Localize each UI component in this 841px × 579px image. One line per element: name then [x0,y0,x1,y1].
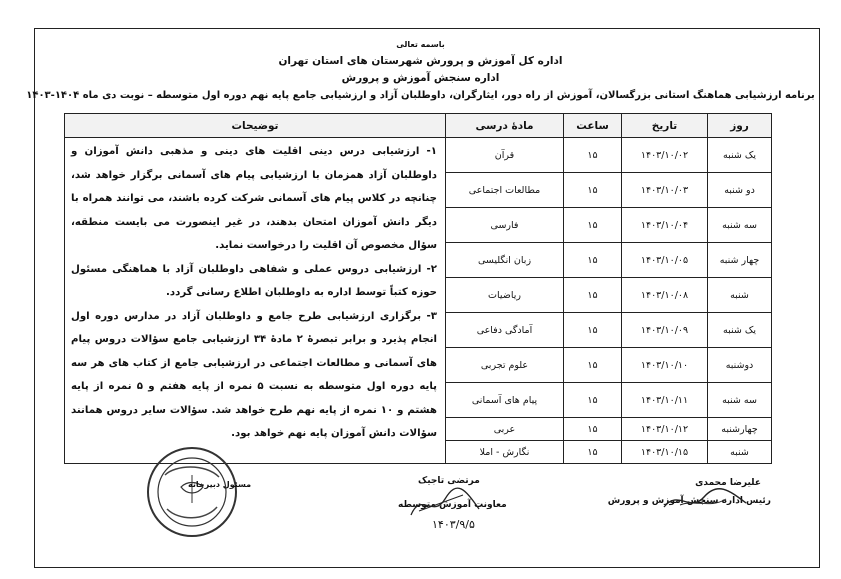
row-subject: پیام های آسمانی [446,383,564,418]
row-day: دوشنبه [708,348,772,383]
row-time: ۱۵ [564,418,622,441]
row-time: ۱۵ [564,441,622,464]
row-time: ۱۵ [564,278,622,313]
col-header-day: روز [708,114,772,138]
signature-middle-scribble [405,485,485,525]
row-day: سه شنبه [708,383,772,418]
row-subject: علوم تجربی [446,348,564,383]
row-time: ۱۵ [564,138,622,173]
row-date: ۱۴۰۳/۱۰/۰۳ [622,173,708,208]
col-header-time: ساعت [564,114,622,138]
row-subject: ریاضیات [446,278,564,313]
row-time: ۱۵ [564,348,622,383]
notes-cell [65,138,446,464]
row-date: ۱۴۰۳/۱۰/۰۲ [622,138,708,173]
row-date: ۱۴۰۳/۱۰/۰۹ [622,313,708,348]
note-1: ۱- ارزشیابی درس دینی اقلیت های دینی و مذهبی دانش آموزان و داوطلبان آزاد همزمان با ارزشیابی پیام های آسمانی برگزار خواهد شد، چنانچه در کلاس پیام های آسمانی شرکت کرده باشند، می توانند همراه با دیگر دانش آموزان امتحان بدهند، در غیر اینصورت می بایست منطقه، سؤال مخصوص آن اقلیت را درخواست نماید. [71,146,437,251]
basmala: باسمه تعالی [396,40,445,49]
signer-middle-name: مرتضی تاجیک [418,476,480,486]
signer-right-title: رئیس اداره سنجش آموزش و پرورش [607,496,771,506]
row-date: ۱۴۰۳/۱۰/۱۱ [622,383,708,418]
row-day: یک شنبه [708,138,772,173]
col-header-subject: مادهٔ درسی [446,114,564,138]
dept-title: اداره سنجش آموزش و پرورش [341,72,500,84]
row-time: ۱۵ [564,173,622,208]
signer-right-name: علیرضا محمدی [695,478,761,488]
org-title: اداره کل آموزش و پرورش شهرستان های استان تهران [278,55,563,67]
row-date: ۱۴۰۳/۱۰/۰۸ [622,278,708,313]
signer-middle-date: ۱۴۰۳/۹/۵ [432,518,475,531]
stamp-caption: مسئول دبیرخانه [188,480,252,489]
note-3: ۳- برگزاری ارزشیابی طرح جامع و داوطلبان آزاد در مدارس دوره اول انجام پذیرد و برابر تبصرهٔ ۲ مادهٔ ۳۴ ارزشیابی جامع سؤالات دروس پیام های آسمانی و مطالعات اجتماعی در ارزشیابی جامع از کتاب های هر سه پایه دوره اول متوسطه به نسبت ۵ نمره از پایه هفتم و ۵ نمره از پایه هشتم و ۱۰ نمره از پایه نهم طرح خواهد شد. سؤالات سایر دروس همانند سؤالات دانش آموزان پایه نهم خواهد بود. [71,310,438,439]
row-subject: نگارش - املا [446,441,564,464]
row-day: شنبه [708,278,772,313]
row-time: ۱۵ [564,243,622,278]
table-header-row [65,114,772,138]
row-date: ۱۴۰۳/۱۰/۱۲ [622,418,708,441]
row-date: ۱۴۰۳/۱۰/۰۵ [622,243,708,278]
row-subject: قرآن [446,138,564,173]
signer-middle-title: معاونت آموزش متوسطه [398,500,507,510]
row-subject: عربی [446,418,564,441]
row-date: ۱۴۰۳/۱۰/۰۴ [622,208,708,243]
official-stamp [145,445,240,540]
row-date: ۱۴۰۳/۱۰/۱۵ [622,441,708,464]
col-header-date: تاریخ [622,114,708,138]
row-subject: آمادگی دفاعی [446,313,564,348]
row-day: سه شنبه [708,208,772,243]
col-header-notes: توضیحات [65,114,446,138]
row-date: ۱۴۰۳/۱۰/۱۰ [622,348,708,383]
row-day: دو شنبه [708,173,772,208]
row-day: چهارشنبه [708,418,772,441]
row-subject: زبان انگلیسی [446,243,564,278]
table-row [65,138,772,173]
row-subject: فارسی [446,208,564,243]
schedule-title: برنامه ارزشیابی هماهنگ استانی بزرگسالان، آموزش از راه دور، ایثارگران، داوطلبان آزاد و ارزشیابی جامع پایه نهم دوره اول متوسطه – نوبت دی ماه ۱۴۰۴-۱۴۰۳ [26,90,815,101]
row-day: یک شنبه [708,313,772,348]
row-time: ۱۵ [564,383,622,418]
row-day: چهار شنبه [708,243,772,278]
row-time: ۱۵ [564,313,622,348]
row-day: شنبه [708,441,772,464]
note-2: ۲- ارزشیابی دروس عملی و شفاهی داوطلبان آزاد با هماهنگی مسئول حوزه کتباً توسط اداره به داوطلبان اطلاع رسانی گردد. [71,263,437,298]
exam-schedule-table [64,113,772,464]
row-time: ۱۵ [564,208,622,243]
row-subject: مطالعات اجتماعی [446,173,564,208]
signature-right-scribble [660,485,750,515]
